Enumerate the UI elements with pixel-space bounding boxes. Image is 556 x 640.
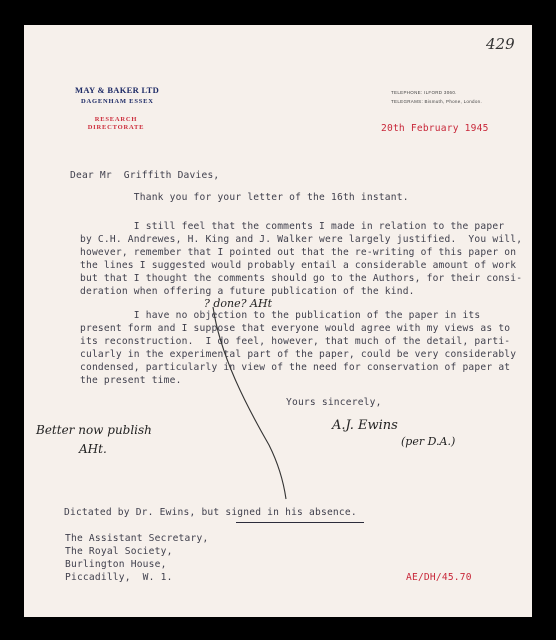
- signature-note: (per D.A.): [401, 435, 456, 448]
- telegrams: TELEGRAMS: Bismuth, Phone, London.: [391, 99, 482, 104]
- paragraph-2-line: however, remember that I pointed out that the re-writing of this paper on: [80, 247, 517, 258]
- reference-code: AE/DH/45.70: [406, 572, 472, 583]
- paragraph-3-line: present form and I suppose that everyone would agree with my views as to: [80, 323, 511, 334]
- department-line2: DIRECTORATE: [87, 124, 145, 131]
- paragraph-3-line: its reconstruction. I do feel, however, that much of the detail, parti-: [80, 336, 511, 347]
- address-line: The Assistant Secretary,: [65, 533, 209, 544]
- handwritten-query: ? done? AHt: [204, 297, 273, 310]
- dictation-note: Dictated by Dr. Ewins, but signed in his absence.: [64, 507, 357, 518]
- paragraph-2-line: the lines I suggested would probably entail a considerable amount of work: [80, 260, 517, 271]
- signature: A.J. Ewins: [332, 418, 398, 433]
- paragraph-2-line: I still feel that the comments I made in relation to the paper: [80, 221, 505, 232]
- handwritten-margin-note: Better now publish: [36, 423, 152, 437]
- company-location: DAGENHAM ESSEX: [81, 98, 154, 105]
- address-line: Burlington House,: [65, 559, 167, 570]
- letter-page: [24, 25, 532, 617]
- handwritten-margin-initials: AHt.: [79, 442, 107, 456]
- paragraph-2-line: deration when offering a future publication of the kind.: [80, 286, 415, 297]
- paragraph-1-line: Thank you for your letter of the 16th instant.: [80, 192, 409, 203]
- signature-underline: [236, 522, 364, 523]
- paragraph-3-line: condensed, particularly in view of the need for conservation of paper at: [80, 362, 511, 373]
- letter-date: 20th February 1945: [381, 123, 489, 134]
- paragraph-3-line: I have no objection to the publication of the paper in its: [80, 310, 481, 321]
- annotation-pen-line: [24, 25, 532, 617]
- company-name: MAY & BAKER LTD: [75, 85, 160, 95]
- paragraph-2-line: but that I thought the comments should go to the Authors, for their consi-: [80, 273, 523, 284]
- salutation: Dear Mr Griffith Davies,: [70, 170, 220, 181]
- address-line: Piccadilly, W. 1.: [65, 572, 173, 583]
- paragraph-3-line: the present time.: [80, 375, 182, 386]
- paragraph-3-line: cularly in the experimental part of the paper, could be very considerably: [80, 349, 517, 360]
- department-line1: RESEARCH: [94, 116, 138, 123]
- paragraph-2-line: by C.H. Andrewes, H. King and J. Walker were largely justified. You will,: [80, 234, 523, 245]
- pen-line-path: [213, 307, 286, 499]
- address-line: The Royal Society,: [65, 546, 173, 557]
- telephone: TELEPHONE: ILFORD 3060.: [391, 90, 457, 95]
- page-number: 429: [486, 35, 515, 53]
- closing: Yours sincerely,: [286, 397, 382, 408]
